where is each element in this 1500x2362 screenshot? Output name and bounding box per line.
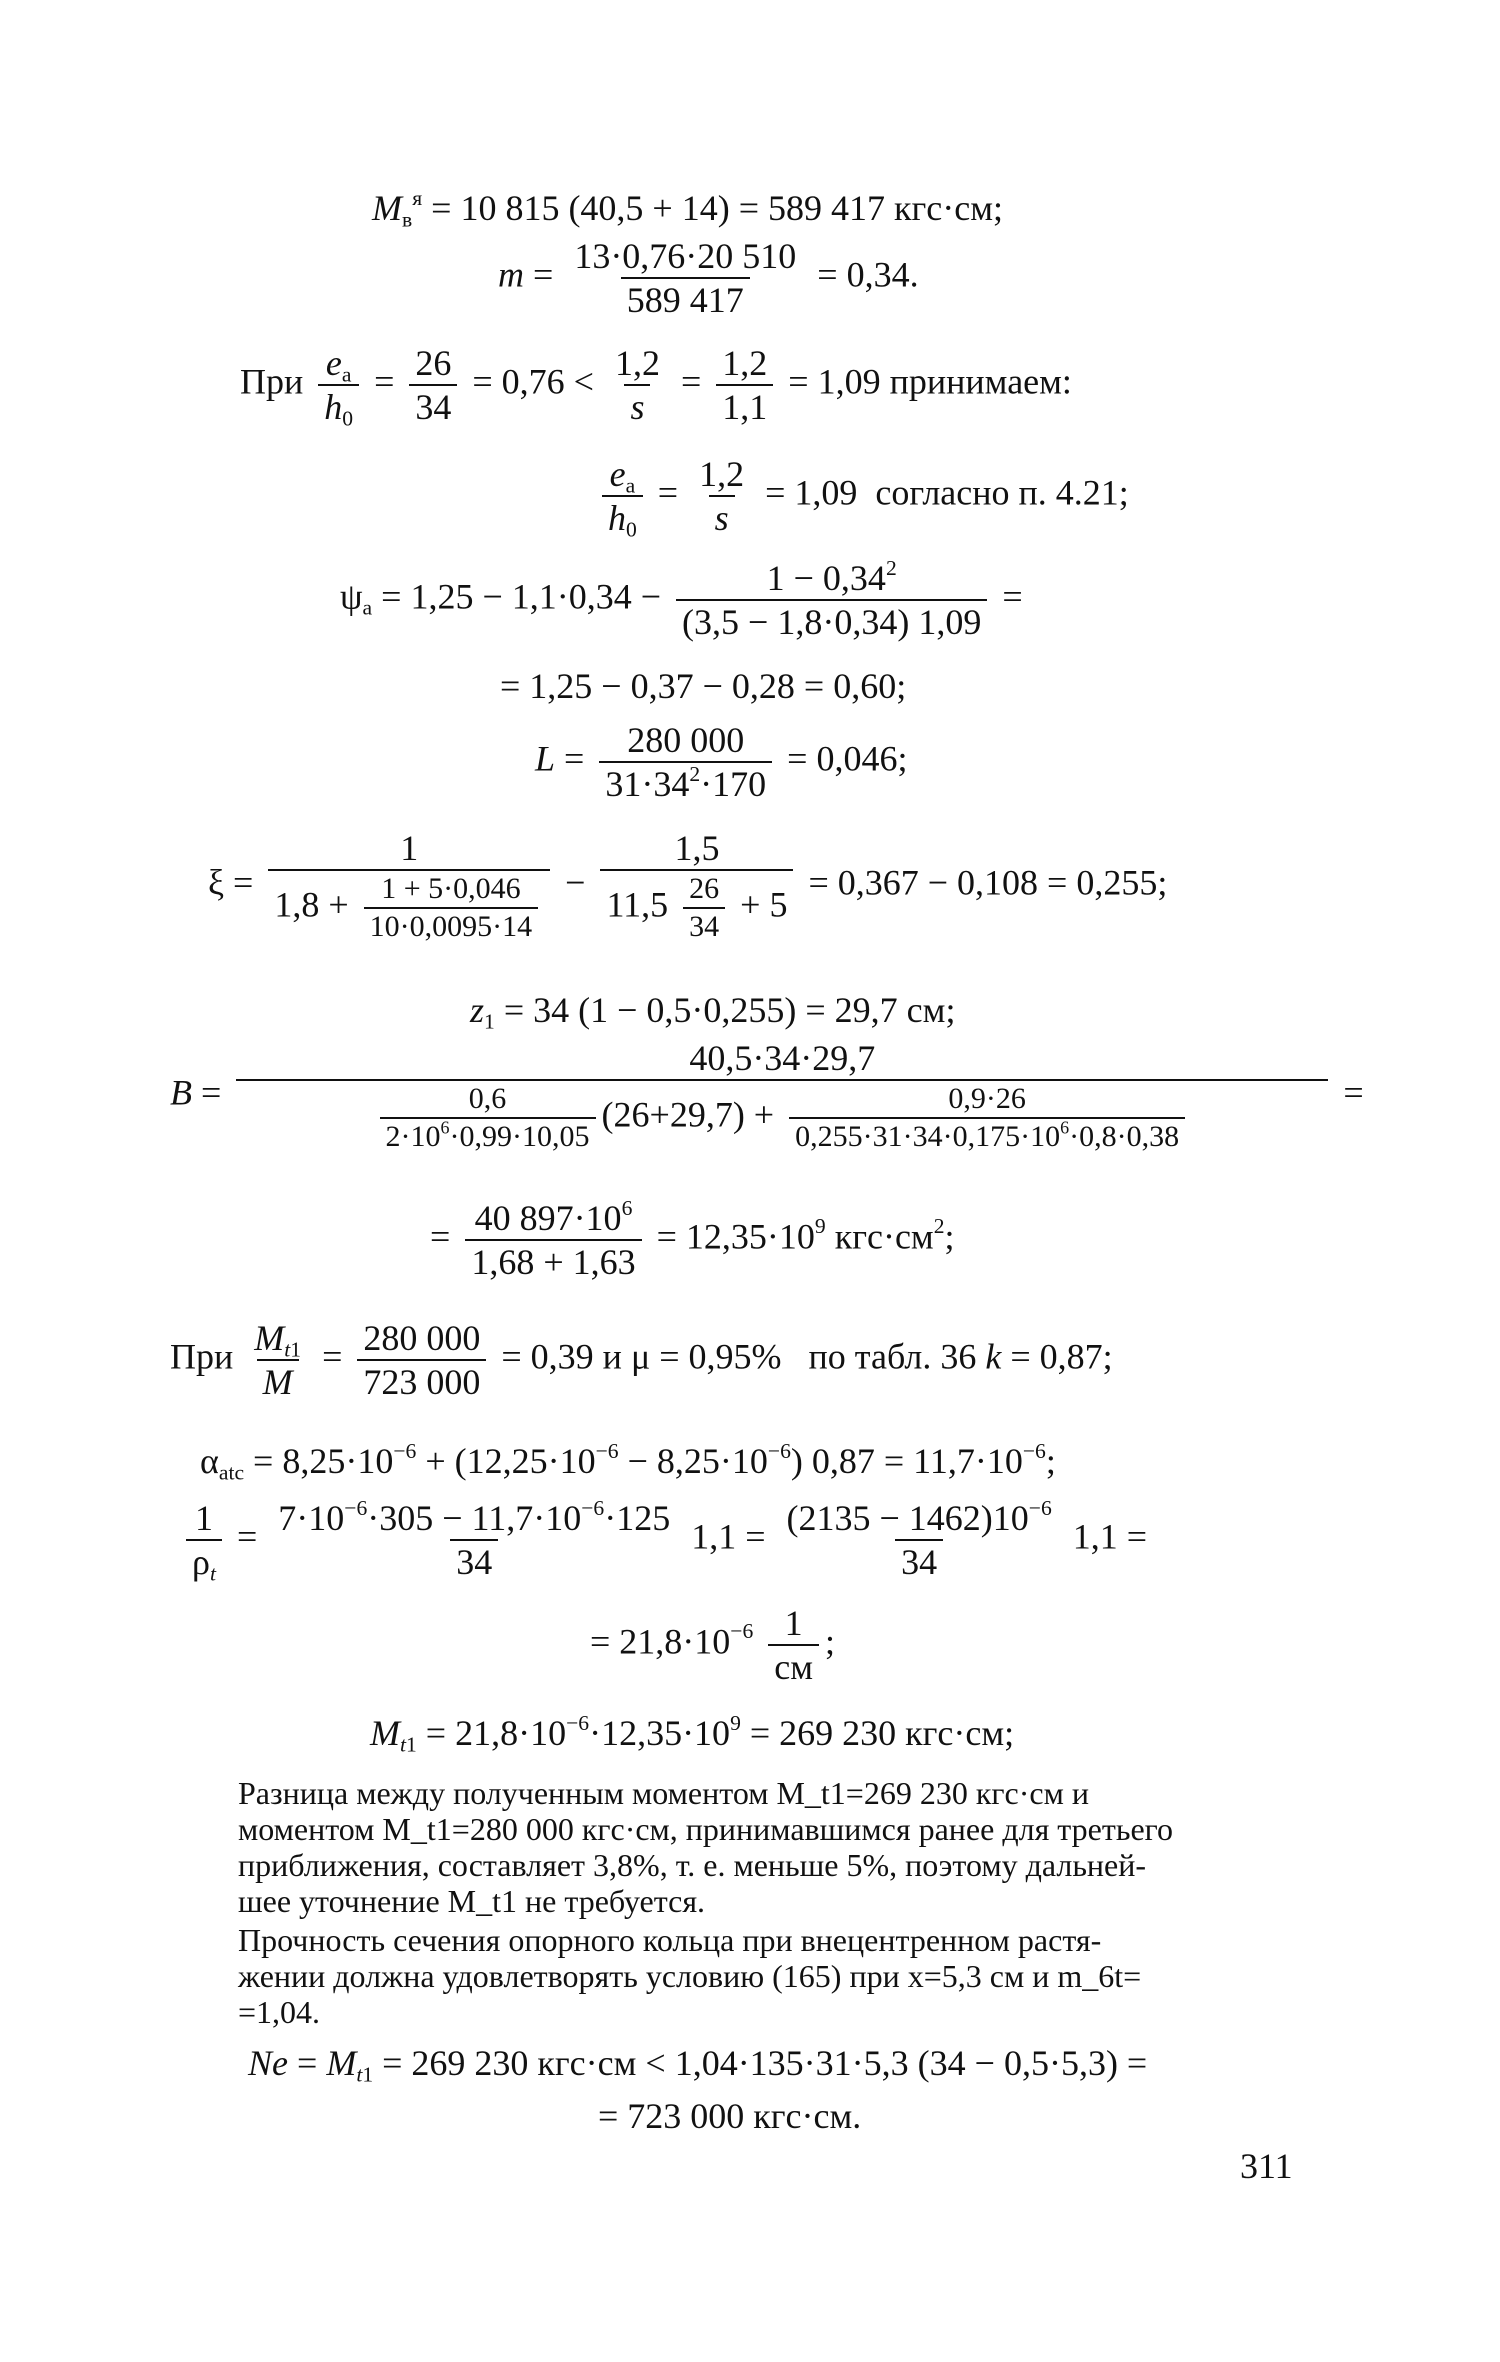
paragraph-line: Разница между полученным моментом M_t1=269 230 кгс·см и <box>238 1775 1089 1811</box>
paragraph-line: моментом M_t1=280 000 кгс·см, принимавшимся ранее для третьего <box>238 1811 1173 1847</box>
formula-z1: $z_1 = 34$ (1 − 0,5·0,255) = 29,7 см; <box>470 990 956 1034</box>
paragraph-line: жении должна удовлетворять условию (165) при x=5,3 см и m_6t= <box>238 1958 1142 1994</box>
paragraph-line: Прочность сечения опорного кольца при внецентренном растя- <box>238 1922 1102 1958</box>
paragraph-strength-condition <box>238 1922 1318 2030</box>
formula-curvature-result: = $21,8\cdot 10^{-6}$ $\frac{1}{см}$ ; <box>590 1603 836 1687</box>
page-number: 311 <box>1240 2146 1293 2186</box>
formula-ne-result: = 723 000 кгс·см. <box>598 2096 862 2136</box>
formula-ne-check: $Ne = M_{t1} = 269$ 230 кгс·см < 1,04·135·31·5,3 (34 − 0,5·5,3) = <box>248 2043 1148 2087</box>
formula-xi: ξ = 1 1,8 + $\frac{1 + 5\cdot 0,046}{10\cdot 0,0095\cdot 14}$ − 1,5 11,5 $\frac{26}{34}$ + 5 = 0,367 − 0,108 = 0,255; <box>208 828 1168 943</box>
formula-B: B = 40,5·34·29,7 $\frac{0,6}{2\cdot 10^6\cdot 0,99\cdot 10,05}$ (26+29,7) + $\frac{0,9\cdot 26}{0,255\cdot 31\cdot 34\cdot 0,175\cdot 10^6\cdot 0,8\cdot 0,38}$ = <box>170 1038 1364 1153</box>
formula-curvature: $\frac{1}{\rho_t}$ = $\frac{7\cdot 10^{-6}\cdot 305 - 11,7\cdot 10^{-6}\cdot 125}{34}$ 1,1 = $\frac{(2135 - 1462)10^{-6}}{34}$ 1,1 = <box>180 1500 1147 1580</box>
formula-ea-h0-equals: $\frac{e_a}{h_0}$ = $\frac{1,2}{s}$ = 1,09 согласно п. 4.21; <box>596 456 1129 536</box>
formula-B-result: = $\frac{40 897\cdot 10^6}{1,68 + 1,63}$ = $12,35\cdot 10^9$ $кгс\cdot см^2$; <box>430 1195 955 1282</box>
paragraph-line: приближения, составляет 3,8%, т. е. меньше 5%, поэтому дальней- <box>238 1847 1147 1883</box>
formula-psi-a: $\psi_a = 1,25 - 1,1\cdot 0,34$ − $\frac{1 - 0,34^2}{(3,5 - 1,8\cdot 0,34) 1,09}$ = <box>340 555 1023 642</box>
formula-moment-mv: $M_в^я = 10$ 815 (40,5 + 14) = 589 417 кгс·см; <box>372 185 1004 232</box>
formula-alpha-atc: $\alpha_{atc} = 8,25\cdot 10^{-6} + (12,25\cdot 10^{-6} - 8,25\cdot 10^{-6}) 0,87 = 11,7\cdot 10^{-6}$; <box>200 1438 1056 1485</box>
formula-mt1-ratio: При $\frac{M_{t1}}{M}$ = $\frac{280 000}{723 000}$ = 0,39 и μ = 0,95% по табл. 36 k = 0,87; <box>170 1318 1113 1402</box>
formula-m: m = $\frac{13\cdot 0,76\cdot 20 510}{589 417}$ = 0,34. <box>498 236 919 320</box>
paragraph-moment-difference <box>238 1775 1318 1919</box>
formula-psi-a-result: = 1,25 − 0,37 − 0,28 = 0,60; <box>500 666 907 706</box>
formula-L: L = $\frac{280 000}{31\cdot 34^2\cdot 170}$ = 0,046; <box>535 720 908 804</box>
formula-mt1-result: $M_{t1} = 21,8\cdot 10^{-6}\cdot 12,35\cdot 10^9 = 269$ 230 кгс·см; <box>370 1710 1015 1757</box>
formula-ea-h0-condition: При $\frac{e_a}{h_0}$ = $\frac{26}{34}$ = 0,76 < $\frac{1,2}{s}$ = $\frac{1,2}{1,1}$ = 1,09 принимаем: <box>240 343 1072 431</box>
paragraph-line: =1,04. <box>238 1994 321 2030</box>
paragraph-line: шее уточнение M_t1 не требуется. <box>238 1883 706 1919</box>
